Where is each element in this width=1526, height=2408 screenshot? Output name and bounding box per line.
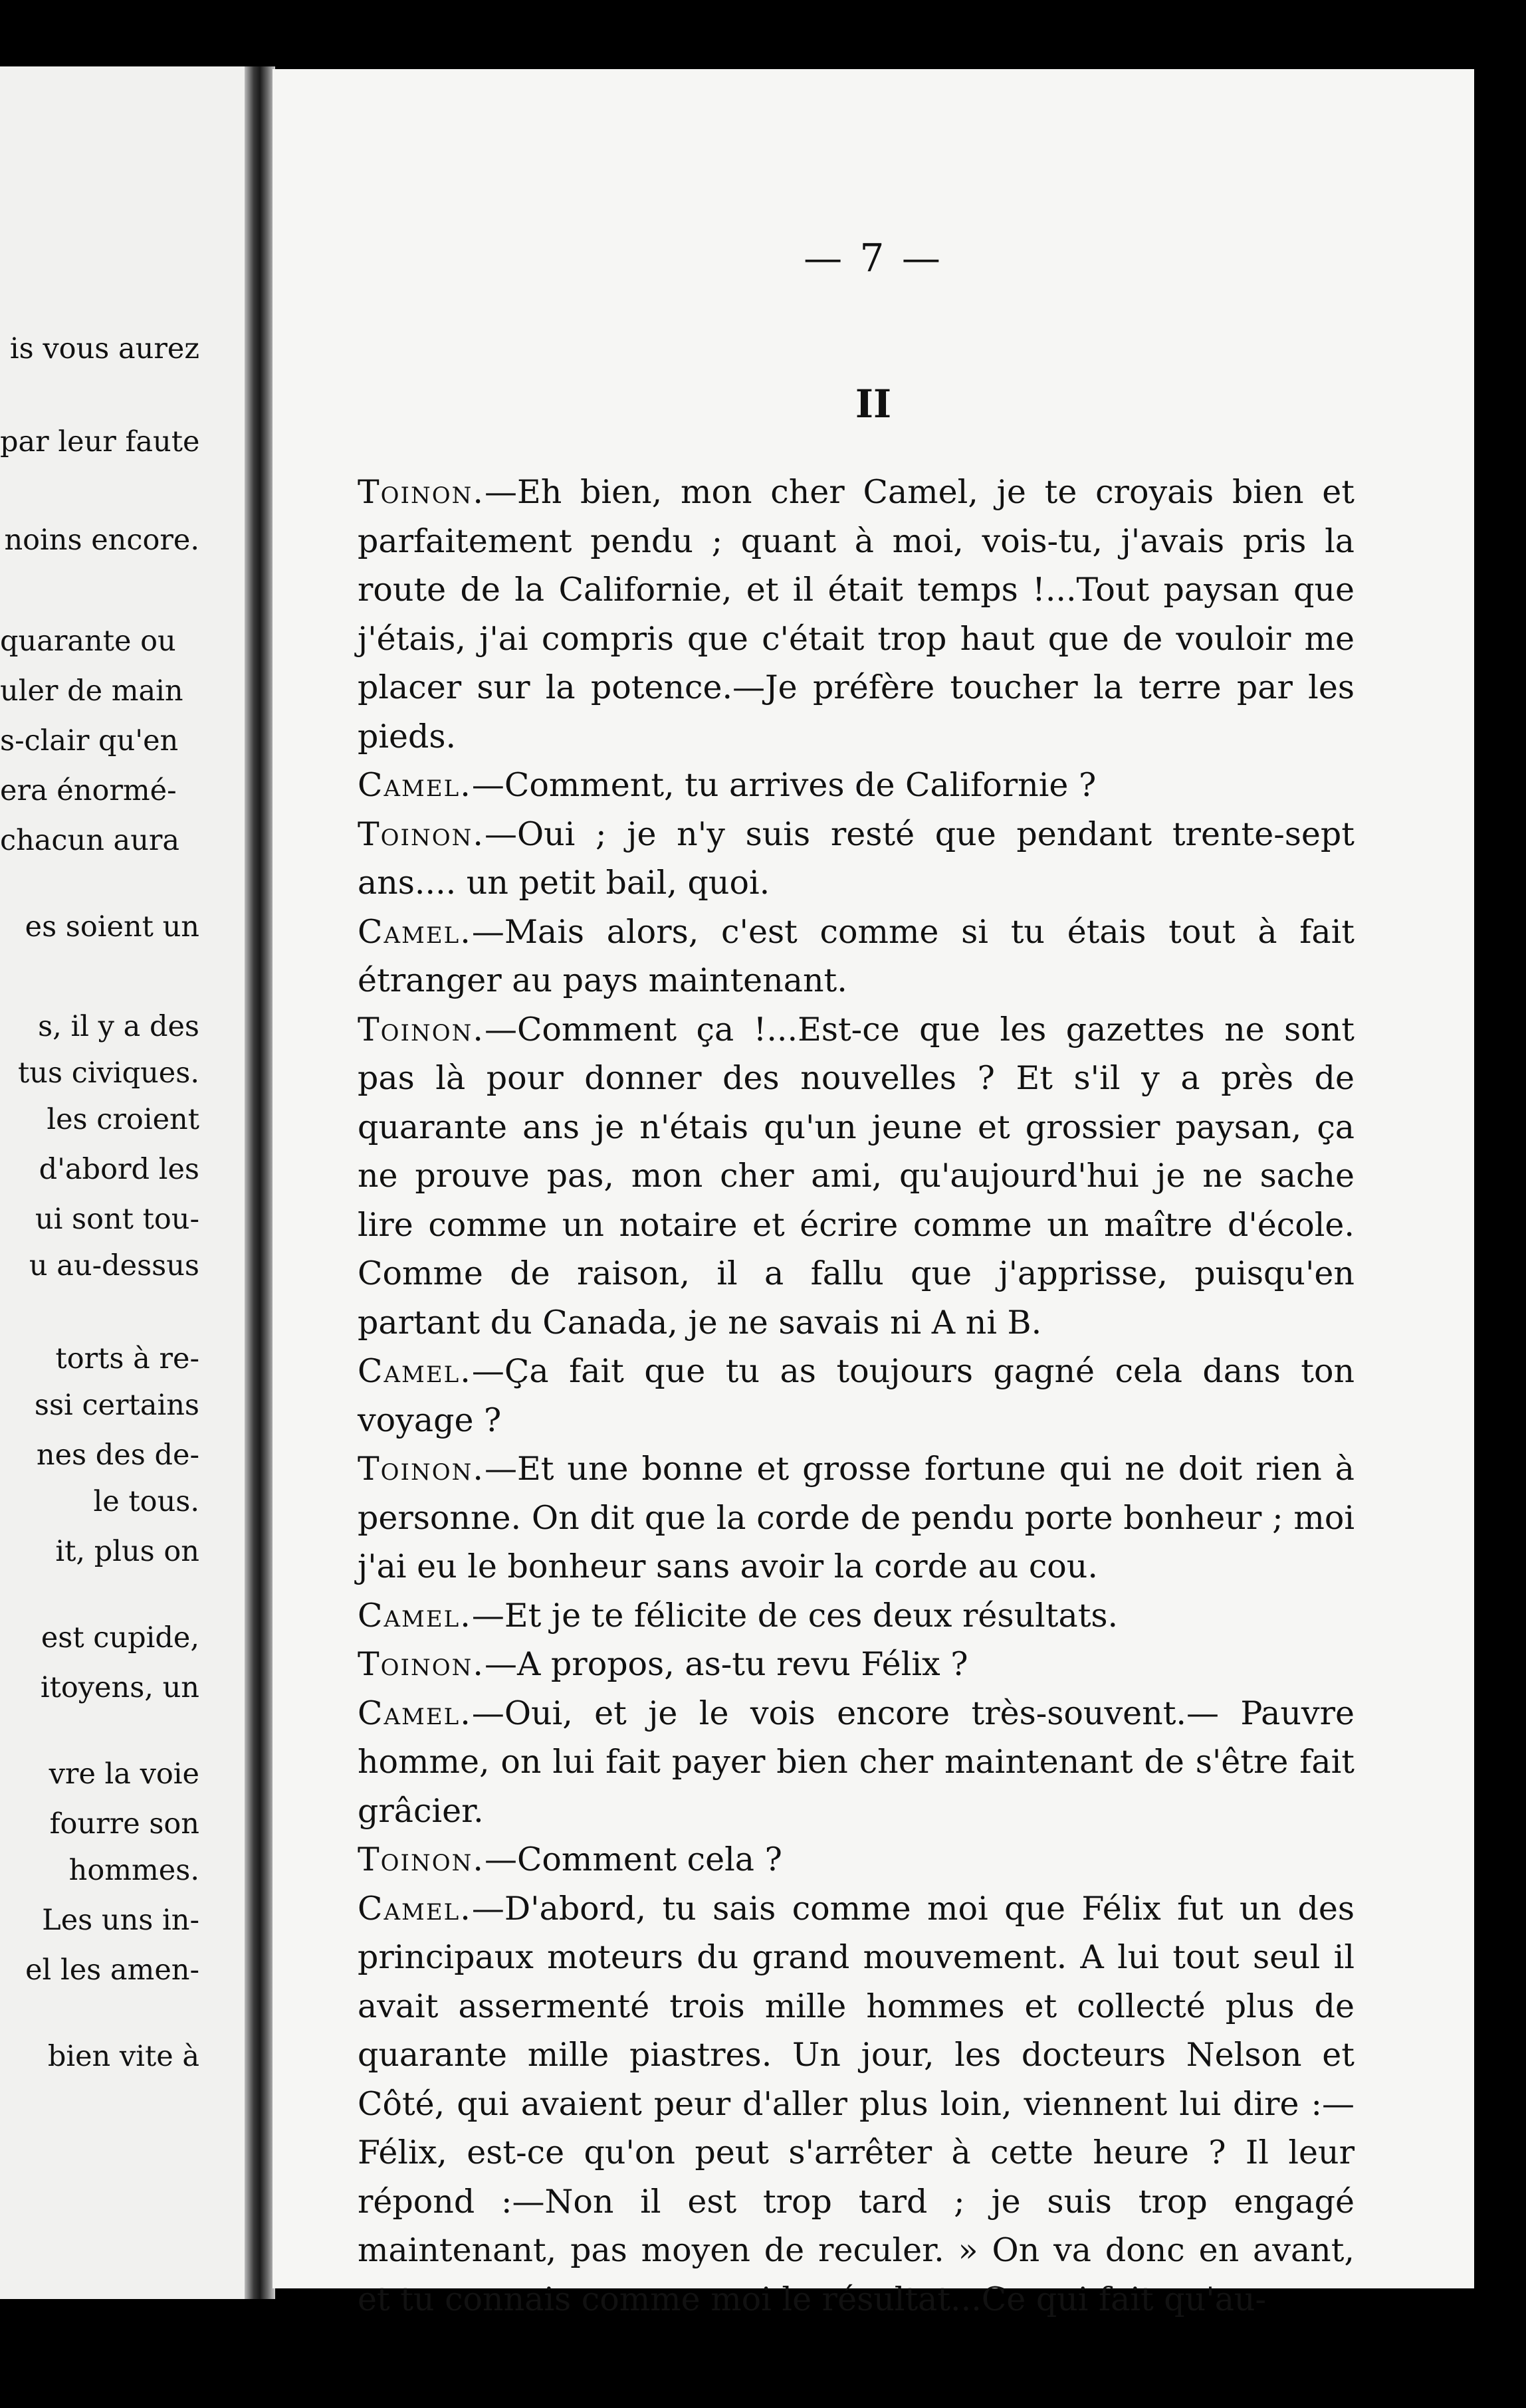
speaker-name: Toinon. <box>358 473 485 511</box>
speaker-name: Camel. <box>358 1694 472 1732</box>
dialogue-paragraph <box>331 1591 1355 1641</box>
dialogue-text: —Et une bonne et grosse fortune qui ne doit rien à personne. On dit que la corde de pendu porte bonheur ; moi j'ai eu le bonheur sans avoir la corde au cou. <box>358 1450 1355 1585</box>
left-page-line: tus civiques. <box>18 1056 199 1090</box>
speaker-name: Camel. <box>358 912 472 951</box>
dialogue-paragraph <box>331 1005 1355 1348</box>
speaker-name: Toinon. <box>358 1841 485 1878</box>
dialogue-text: —Oui, et je le vois encore très-souvent.— Pauvre homme, on lui fait payer bien cher maintenant de s'être fait grâcier. <box>358 1694 1355 1830</box>
left-page-line: nes des de- <box>36 1439 199 1472</box>
speaker-name: Camel. <box>358 766 472 804</box>
dialogue-text: —A propos, as-tu revu Félix ? <box>484 1645 968 1683</box>
left-page-line: fourre son <box>49 1807 199 1841</box>
left-page-line: chacun aura <box>0 824 180 857</box>
speaker-name: Toinon. <box>358 1010 485 1049</box>
left-page-line: s-clair qu'en <box>0 724 179 757</box>
speaker-name: Toinon. <box>358 1645 485 1683</box>
dialogue-text: —Comment ça !...Est-ce que les gazettes ne sont pas là pour donner des nouvelles ? Et s'il y a près de quarante ans je n'étais qu'un jeune et grossier paysan, ça ne prouve pas, mon cher ami, qu'aujourd'hui je ne sache lire comme un notaire et écrire comme un maître d'école. Comme de raison, il a fallu que j'apprisse, puisqu'en partant du Canada, je ne savais ni A ni B. <box>358 1010 1355 1342</box>
left-page-line: it, plus on <box>55 1535 199 1568</box>
dialogue-text: —Ça fait que tu as toujours gagné cela dans ton voyage ? <box>358 1352 1355 1439</box>
page-number: — 7 — <box>804 235 943 280</box>
speaker-name: Camel. <box>358 1352 472 1390</box>
left-page-line: est cupide, <box>41 1621 199 1655</box>
left-page-line: ssi certains <box>34 1389 199 1422</box>
dialogue-text: —D'abord, tu sais comme moi que Félix fut un des principaux moteurs du grand mouvement. A lui tout seul il avait assermenté trois mille hommes et collecté plus de quarante mille piastres. Un jour, les docteurs Nelson et Côté, qui avaient peur d'aller plus loin, viennent lui dire :—Félix, est-ce qu'on peut s'arrêter à cette heure ? Il leur répond :—Non il est trop tard ; je suis trop engagé maintenant, pas moyen de reculer. » On va donc en avant, et tu connais comme moi le résultat...Ce qui fait qu'au- <box>358 1889 1355 2318</box>
left-page-line: es soient un <box>25 910 199 944</box>
left-page-line: itoyens, un <box>40 1671 199 1704</box>
dialogue-body <box>331 468 1355 2324</box>
left-page-line: vre la voie <box>49 1757 199 1791</box>
dialogue-paragraph <box>331 468 1355 761</box>
dialogue-paragraph <box>331 1884 1355 2324</box>
left-page-line: is vous aurez <box>9 332 199 365</box>
speaker-name: Camel. <box>358 1889 472 1928</box>
dialogue-text: —Eh bien, mon cher Camel, je te croyais bien et parfaitement pendu ; quant à moi, vois-tu, j'avais pris la route de la Californie, et il était temps !...Tout paysan que j'étais, j'ai compris que c'était trop haut que de vouloir me placer sur la potence.—Je préfère toucher la terre par les pieds. <box>358 473 1355 755</box>
dialogue-paragraph <box>331 1835 1355 1884</box>
left-page-line: bien vite à <box>47 2040 199 2073</box>
left-page-line: noins encore. <box>4 524 199 557</box>
speaker-name: Toinon. <box>358 815 485 853</box>
left-page-line: ui sont tou- <box>35 1203 199 1236</box>
speaker-name: Camel. <box>358 1596 472 1635</box>
left-page-line: par leur faute <box>0 425 200 458</box>
dialogue-paragraph <box>331 810 1355 908</box>
dialogue-paragraph <box>331 761 1355 810</box>
left-page-line: era énormé- <box>0 774 177 807</box>
dialogue-text: —Oui ; je n'y suis resté que pendant trente-sept ans.... un petit bail, quoi. <box>358 815 1355 902</box>
dialogue-paragraph <box>331 1689 1355 1836</box>
left-page-line: Les uns in- <box>42 1904 199 1937</box>
dialogue-paragraph <box>331 1445 1355 1591</box>
left-page-line: u au-dessus <box>29 1249 199 1282</box>
chapter-heading: II <box>855 381 892 427</box>
dialogue-text: —Comment cela ? <box>484 1841 782 1878</box>
speaker-name: Toinon. <box>358 1450 485 1488</box>
dialogue-paragraph <box>331 908 1355 1005</box>
left-page-line: s, il y a des <box>38 1010 199 1043</box>
dialogue-text: —Et je te félicite de ces deux résultats. <box>471 1596 1119 1635</box>
left-page-line: d'abord les <box>39 1153 199 1186</box>
book-gutter <box>245 66 275 2299</box>
left-page-line: quarante ou <box>0 625 176 658</box>
right-page <box>272 69 1474 2318</box>
dialogue-paragraph <box>331 1347 1355 1445</box>
left-page-line: torts à re- <box>55 1342 199 1375</box>
left-page-line: uler de main <box>0 674 183 708</box>
left-page-line: les croient <box>47 1103 199 1136</box>
left-page <box>0 66 247 2299</box>
left-page-line: el les amen- <box>25 1954 199 1987</box>
dialogue-paragraph <box>331 1640 1355 1689</box>
dialogue-text: —Comment, tu arrives de Californie ? <box>471 766 1097 804</box>
left-page-line: le tous. <box>93 1485 199 1518</box>
dialogue-text: —Mais alors, c'est comme si tu étais tout à fait étranger au pays maintenant. <box>358 912 1355 999</box>
left-page-line: hommes. <box>68 1854 199 1887</box>
